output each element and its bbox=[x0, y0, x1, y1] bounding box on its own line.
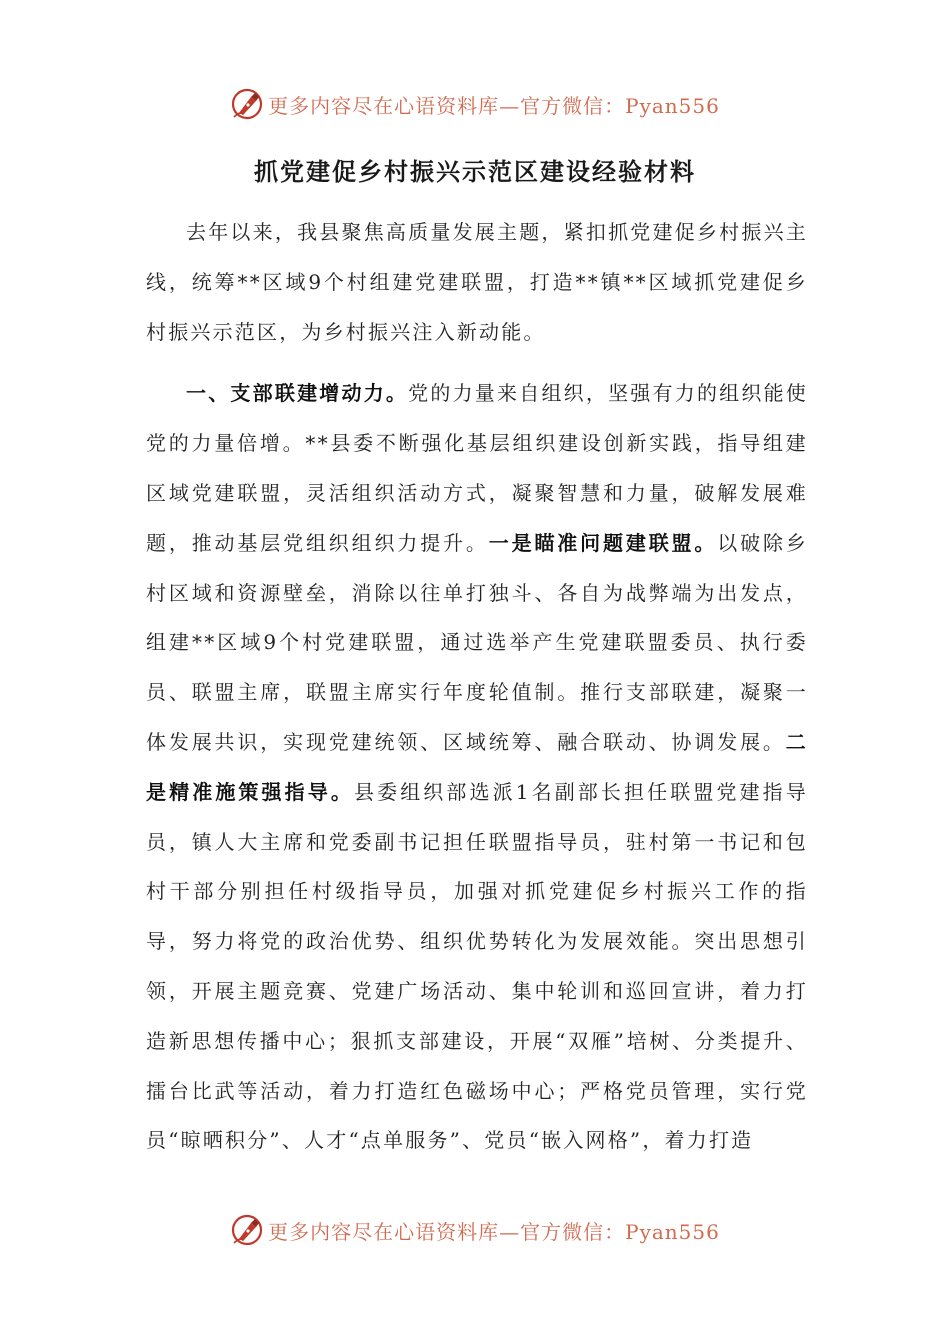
watermark-banner-top bbox=[0, 84, 950, 124]
document-title: 抓党建促乡村振兴示范区建设经验材料 bbox=[254, 158, 696, 186]
subsection-heading: 一是瞄准问题建联盟。 bbox=[488, 530, 718, 555]
paragraph-run: 以破除乡村区域和资源壁垒，消除以往单打独斗、各自为战弊端为出发点，组建**区域9个村党建联盟，通过选举产生党建联盟委员、执行委员、联盟主席，联盟主席实行年度轮值制。推行支部联建，凝聚一体发展共识，实现党建统领、区域统筹、融合联动、协调发展。 bbox=[146, 530, 808, 754]
pen-nib-circle-icon bbox=[230, 87, 264, 121]
document-body bbox=[146, 208, 808, 1166]
section-heading: 一、支部联建增动力。 bbox=[186, 381, 409, 406]
watermark-text: 更多内容尽在心语资料库—官方微信：Pyan556 bbox=[268, 93, 720, 118]
paragraph-run: 去年以来，我县聚焦高质量发展主题，紧扣抓党建促乡村振兴主线，统筹**区域9个村组建党建联盟，打造**镇**区域抓党建促乡村振兴示范区，为乡村振兴注入新动能。 bbox=[146, 220, 808, 344]
subsection-heading: 二是精准施策强指导。 bbox=[146, 729, 808, 804]
paragraph-intro bbox=[146, 208, 808, 357]
watermark-text: 更多内容尽在心语资料库—官方微信：Pyan556 bbox=[268, 1219, 720, 1244]
paragraph-section-one bbox=[146, 369, 808, 1166]
paragraph-run: 党的力量来自组织，坚强有力的组织能使党的力量倍增。**县委不断强化基层组织建设创新实践，指导组建区域党建联盟，灵活组织活动方式，凝聚智慧和力量，破解发展难题，推动基层党组织组织力提升。 bbox=[146, 381, 809, 555]
paragraph-run: 县委组织部选派1名副部长担任联盟党建指导员，镇人大主席和党委副书记担任联盟指导员，驻村第一书记和包村干部分别担任村级指导员，加强对抓党建促乡村振兴工作的指导，努力将党的政治优势、组织优势转化为发展效能。突出思想引领，开展主题竞赛、党建广场活动、集中轮训和巡回宣讲，着力打造新思想传播中心；狠抓支部建设，开展“双雁”培树、分类提升、擂台比武等活动，着力打造红色磁场中心；严格党员管理，实行党员“晾晒积分”、人才“点单服务”、党员“嵌入网格”，着力打造 bbox=[146, 779, 808, 1153]
pen-nib-circle-icon bbox=[230, 1213, 264, 1247]
watermark-banner-bottom bbox=[0, 1210, 950, 1250]
